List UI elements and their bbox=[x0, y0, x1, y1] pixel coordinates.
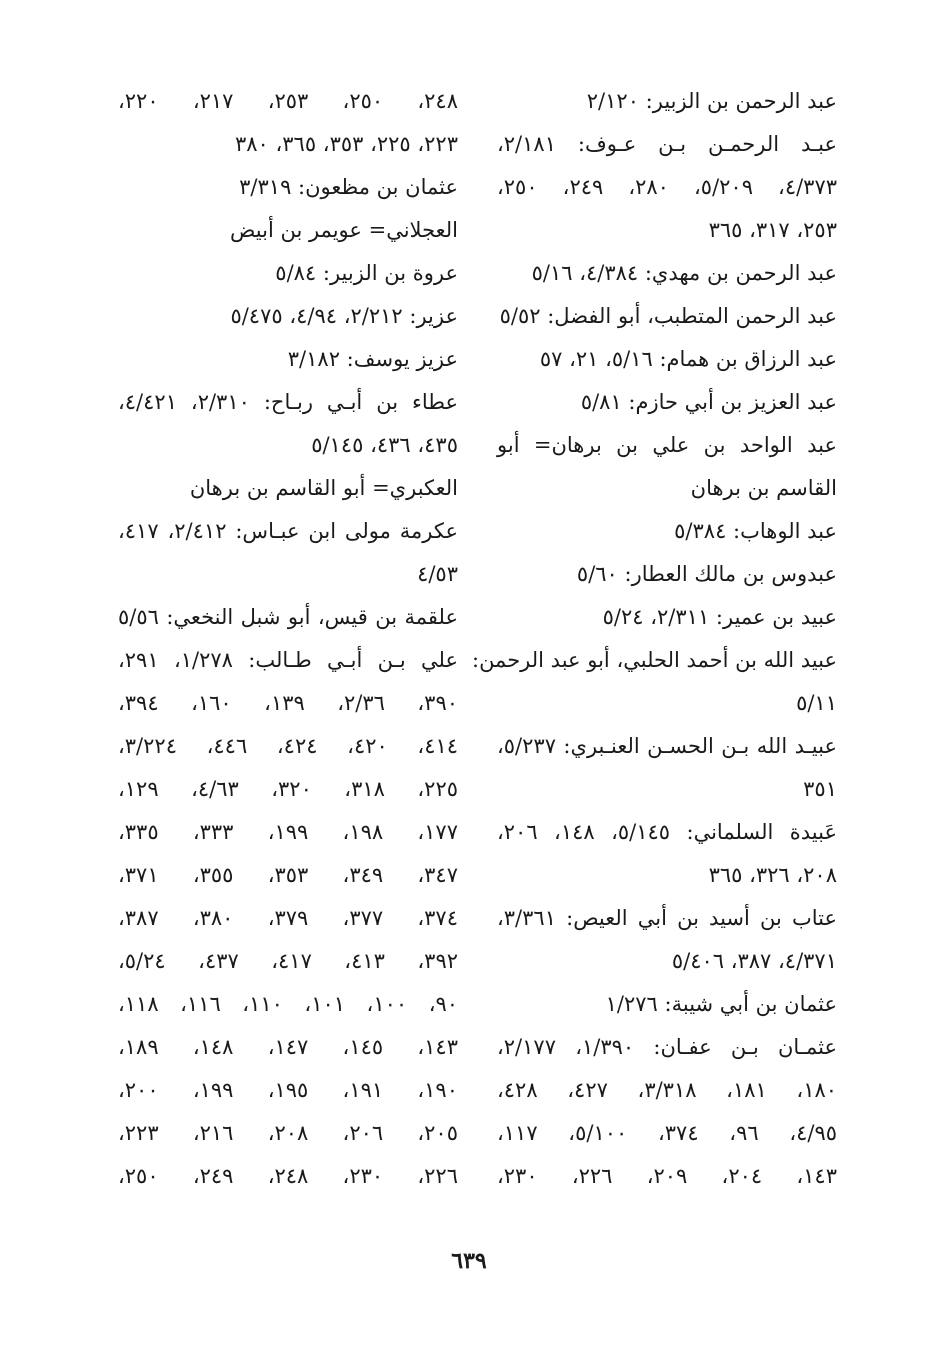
index-line: عبيـد الله بـن الحسـن العنـبري: ٥/٢٣٧، bbox=[497, 734, 837, 758]
index-line: عبد الوهاب: ٥/٣٨٤ bbox=[674, 519, 837, 543]
index-line: العكبري= أبو القاسم بن برهان bbox=[189, 476, 458, 500]
page-number: ٦٣٩ bbox=[451, 1248, 487, 1274]
index-line: ١٩٠، ١٩١، ١٩٥، ١٩٩، ٢٠٠، bbox=[118, 1078, 458, 1102]
index-line: عبد الرحمن بن مهدي: ٤/٣٨٤، ٥/١٦ bbox=[531, 261, 837, 285]
index-line: ٩٠، ١٠٠، ١٠١، ١١٠، ١١٦، ١١٨، bbox=[118, 992, 459, 1016]
index-line: ٢٤٨، ٢٥٠، ٢٥٣، ٢١٧، ٢٢٠، bbox=[118, 89, 458, 113]
index-line: القاسم بن برهان bbox=[690, 476, 837, 500]
index-line: عثمان بن أبي شيبة: ١/٢٧٦ bbox=[605, 992, 837, 1016]
index-line: عبـد الرحمـن بـن عـوف: ٢/١٨١، bbox=[497, 132, 837, 156]
index-column-right bbox=[472, 80, 838, 1198]
index-line: عبيد بن عمير: ٢/٣١١، ٥/٢٤ bbox=[602, 605, 837, 629]
index-line: ٢٢٣، ٢٢٥، ٣٥٣، ٣٦٥، ٣٨٠ bbox=[234, 132, 458, 156]
index-line: ١٤٣، ١٤٥، ١٤٧، ١٤٨، ١٨٩، bbox=[118, 1035, 458, 1059]
index-line: عبدوس بن مالك العطار: ٥/٦٠ bbox=[576, 562, 837, 586]
index-line: عبد الرزاق بن همام: ٥/١٦، ٢١، ٥٧ bbox=[539, 347, 837, 371]
index-line: ٤/٣٧٣، ٥/٢٠٩، ٢٨٠، ٢٤٩، ٢٥٠، bbox=[497, 175, 838, 199]
index-line: العجلاني= عويمر بن أبيض bbox=[230, 218, 458, 242]
index-line: ٢٢٦، ٢٣٠، ٢٤٨، ٢٤٩، ٢٥٠، bbox=[118, 1164, 458, 1188]
index-line: ٤/٩٥، ٩٦، ٣٧٤، ٥/١٠٠، ١١٧، bbox=[497, 1121, 838, 1145]
index-line: ٣٩٠، ٢/٣٦، ١٣٩، ١٦٠، ٣٩٤، bbox=[118, 691, 459, 715]
index-line: ٥/١١ bbox=[796, 691, 837, 715]
index-line: عبد الواحد بن علي بن برهان= أبو bbox=[497, 433, 837, 457]
index-line: علقمة بن قيس، أبو شبل النخعي: ٥/٥٦ bbox=[118, 605, 458, 629]
index-line: عبد العزيز بن أبي حازم: ٥/٨١ bbox=[580, 390, 837, 414]
index-line: ١٤٣، ٢٠٤، ٢٠٩، ٢٢٦، ٢٣٠، bbox=[497, 1164, 837, 1188]
index-line: ٣٧٤، ٣٧٧، ٣٧٩، ٣٨٠، ٣٨٧، bbox=[118, 906, 458, 930]
index-line: ٢٢٥، ٣١٨، ٣٢٠، ٤/٦٣، ١٢٩، bbox=[118, 777, 459, 801]
index-line: عزير: ٢/٢١٢، ٤/٩٤، ٥/٤٧٥ bbox=[230, 304, 458, 328]
index-line: ٢٠٥، ٢٠٦، ٢٠٨، ٢١٦، ٢٢٣، bbox=[118, 1121, 458, 1145]
index-line: عبد الرحمن بن الزبير: ٢/١٢٠ bbox=[586, 89, 837, 113]
index-line: ١٨٠، ١٨١، ٣/٣١٨، ٤٢٧، ٤٢٨، bbox=[497, 1078, 838, 1102]
index-line: ٣٩٢، ٤١٣، ٤١٧، ٤٣٧، ٥/٢٤، bbox=[118, 949, 459, 973]
index-line: ٢٠٨، ٣٢٦، ٣٦٥ bbox=[708, 863, 837, 887]
index-line: ٤١٤، ٤٢٠، ٤٢٤، ٤٤٦، ٣/٢٢٤، bbox=[118, 734, 459, 758]
index-line: ٤/٥٣ bbox=[417, 562, 458, 586]
index-line: عزيز يوسف: ٣/١٨٢ bbox=[287, 347, 458, 371]
index-line: عطاء بن أبـي ربـاح: ٢/٣١٠، ٤/٤٢١، bbox=[118, 390, 458, 414]
index-line: عبد الرحمن المتطبب، أبو الفضل: ٥/٥٢ bbox=[499, 304, 837, 328]
index-line: عتاب بن أسيد بن أبي العيص: ٣/٣٦١، bbox=[497, 906, 837, 930]
index-line: ٤/٣٧١، ٣٨٧، ٥/٤٠٦ bbox=[671, 949, 837, 973]
index-line: ١٧٧، ١٩٨، ١٩٩، ٣٣٣، ٣٣٥، bbox=[118, 820, 458, 844]
index-line: عبيد الله بن أحمد الحلبي، أبو عبد الرحمن: bbox=[472, 648, 837, 672]
index-line: عثمان بن مظعون: ٣/٣١٩ bbox=[239, 175, 458, 199]
index-line: ٢٥٣، ٣١٧، ٣٦٥ bbox=[708, 218, 837, 242]
index-line: ٣٥١ bbox=[803, 777, 837, 801]
index-line: ٤٣٥، ٤٣٦، ٥/١٤٥ bbox=[311, 433, 458, 457]
index-line: عكرمة مولى ابن عبـاس: ٢/٤١٢، ٤١٧، bbox=[118, 519, 458, 543]
index-column-left bbox=[118, 80, 458, 1198]
index-line: عثمـان بـن عفـان: ١/٣٩٠، ٢/١٧٧، bbox=[497, 1035, 837, 1059]
index-line: ٣٤٧، ٣٤٩، ٣٥٣، ٣٥٥، ٣٧١، bbox=[118, 863, 458, 887]
index-line: علي بـن أبـي طـالب: ١/٢٧٨، ٢٩١، bbox=[118, 648, 458, 672]
index-line: عَبيدة السلماني: ٥/١٤٥، ١٤٨، ٢٠٦، bbox=[497, 820, 838, 844]
index-line: عروة بن الزبير: ٥/٨٤ bbox=[275, 261, 458, 285]
